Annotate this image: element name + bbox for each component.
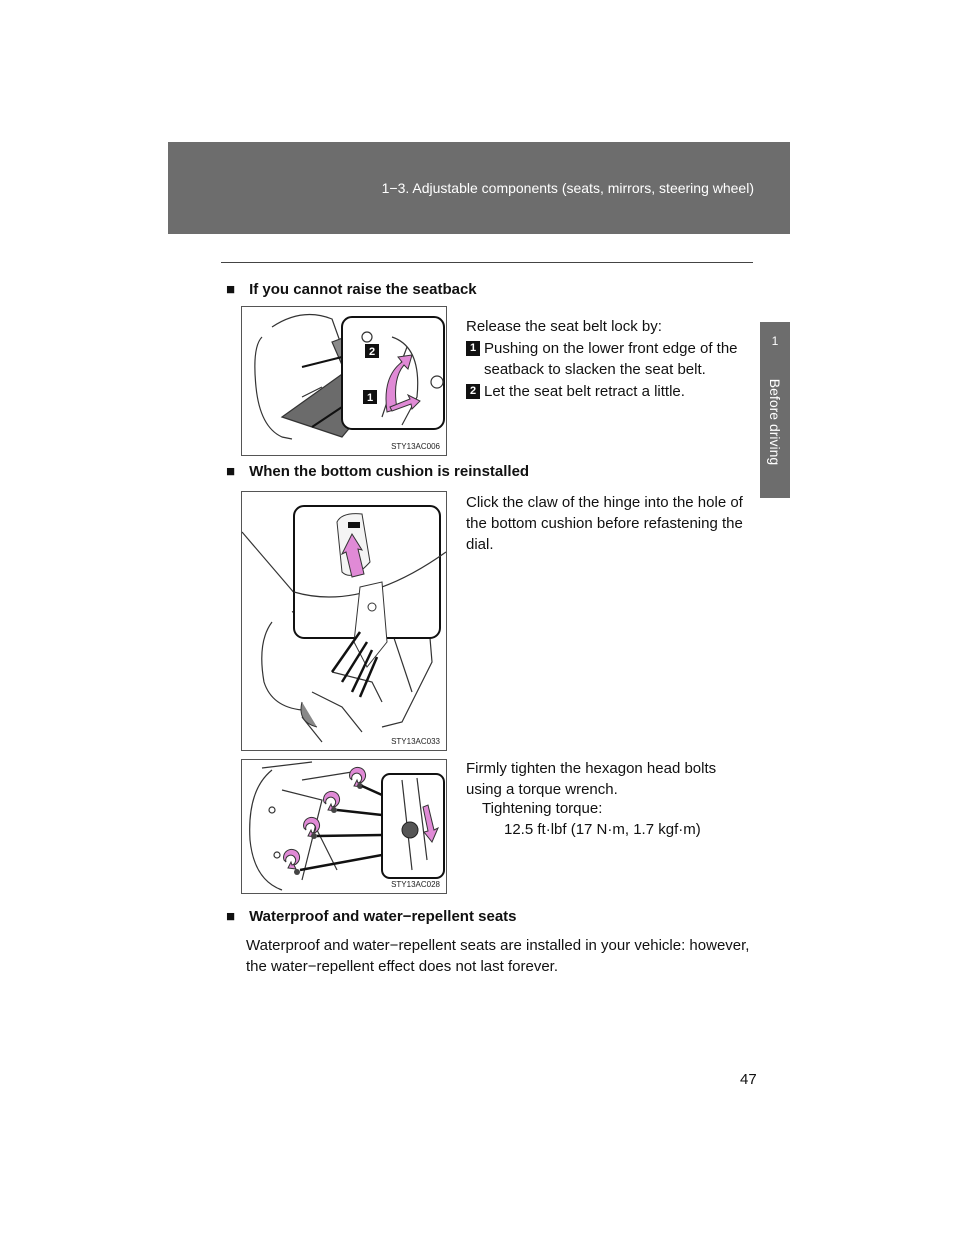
heading-square-icon: ■ <box>226 908 236 925</box>
torque-value: 12.5 ft·lbf (17 N·m, 1.7 kgf·m) <box>504 821 701 838</box>
figure-seatbelt-lock <box>241 306 447 456</box>
step-badge-1: 1 <box>466 341 480 356</box>
seatbelt-intro-text: Release the seat belt lock by: <box>466 318 662 335</box>
figure-code: STY13AC006 <box>391 442 440 451</box>
torque-instructions-text: Firmly tighten the hexagon head bolts using a torque wrench. <box>466 760 717 798</box>
header-rule <box>221 262 753 263</box>
seatbelt-step-2 <box>466 381 756 402</box>
figure-hinge-claw <box>241 491 447 751</box>
waterproof-text: Waterproof and water−repellent seats are installed in your vehicle: however, the water−repellent effect does not last forever. <box>246 937 750 975</box>
seatbelt-lock-illustration <box>242 307 446 455</box>
side-tab-label: Before driving <box>767 378 783 466</box>
heading-square-icon: ■ <box>226 463 236 480</box>
figure-code: STY13AC033 <box>391 737 440 746</box>
heading-text: Waterproof and water−repellent seats <box>249 908 517 925</box>
heading-text: When the bottom cushion is reinstalled <box>249 463 530 480</box>
heading-square-icon: ■ <box>226 281 236 298</box>
callout-2-text: 2 <box>368 346 376 358</box>
callout-1-text: 1 <box>366 392 374 404</box>
step-badge-2: 2 <box>466 384 480 399</box>
hinge-claw-illustration <box>242 492 446 750</box>
heading-text: If you cannot raise the seatback <box>249 281 477 298</box>
step-text: Pushing on the lower front edge of the seatback to slacken the seat belt. <box>484 340 738 378</box>
side-tab-number: 1 <box>771 334 779 348</box>
torque-label: Tightening torque: <box>482 800 603 817</box>
page-number: 47 <box>740 1071 757 1088</box>
section-heading-seatback <box>226 281 477 298</box>
chapter-title: 1−3. Adjustable components (seats, mirrors, steering wheel) <box>381 180 754 196</box>
section-heading-waterproof <box>226 908 517 925</box>
hinge-instructions-text: Click the claw of the hinge into the hole of the bottom cushion before refastening the dial. <box>466 494 743 553</box>
side-chapter-tab <box>760 322 790 498</box>
figure-code: STY13AC028 <box>391 880 440 889</box>
section-heading-cushion <box>226 463 529 480</box>
figure-torque-bolts <box>241 759 447 894</box>
seatbelt-step-1 <box>466 338 756 380</box>
torque-bolts-illustration <box>242 760 446 893</box>
step-text: Let the seat belt retract a little. <box>484 383 685 400</box>
chapter-header <box>168 142 790 234</box>
